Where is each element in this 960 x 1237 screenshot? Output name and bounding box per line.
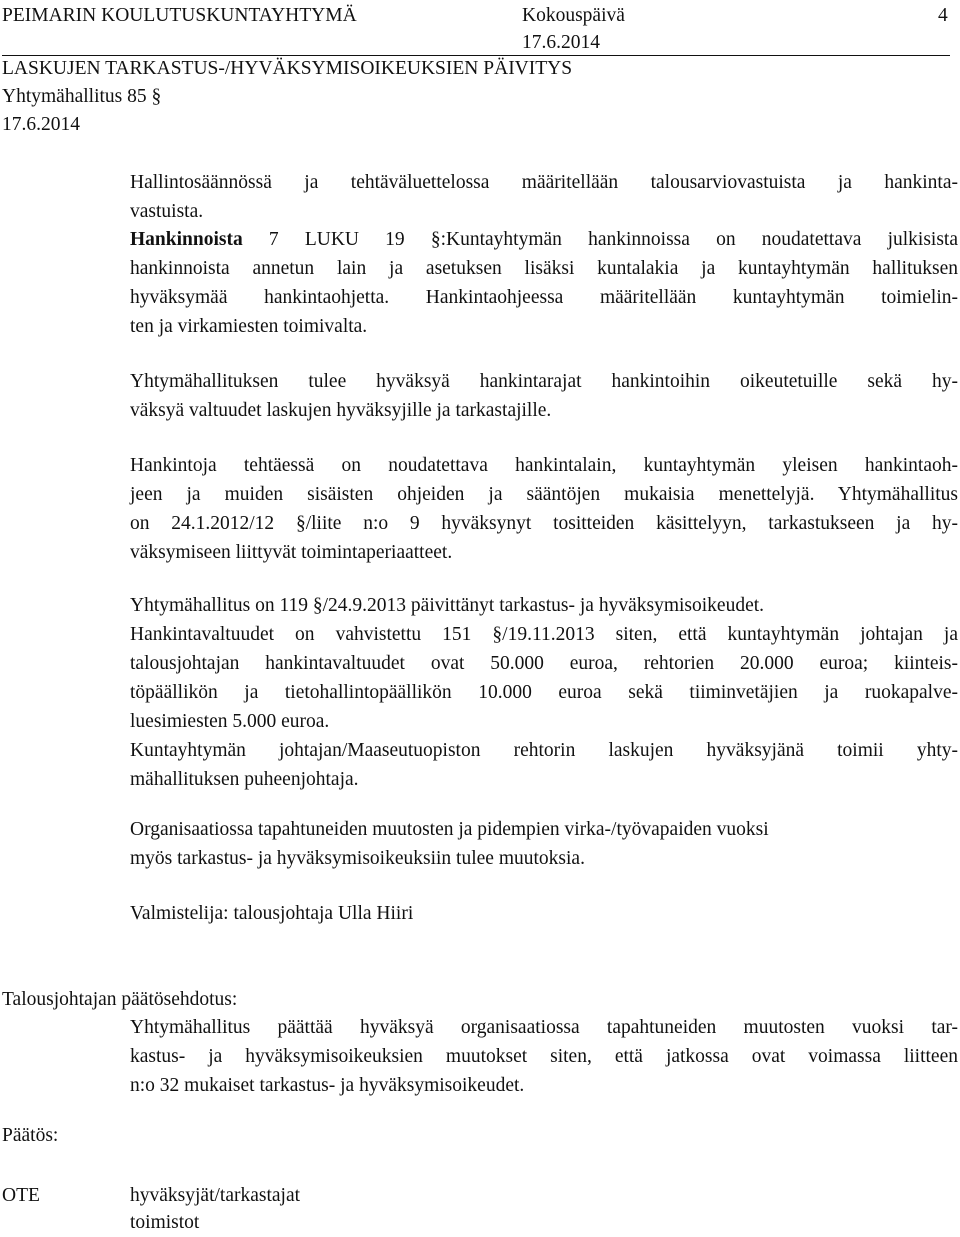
- preparer-text: Valmistelija: talousjohtaja Ulla Hiiri: [130, 903, 414, 924]
- text-line: väksymiseen liittyvät toimintaperiaatteet.: [130, 542, 453, 563]
- text-line: [130, 225, 958, 254]
- paragraph-6: [130, 815, 958, 873]
- text-line: hyväksymää hankintaohjetta. Hankintaohjeessa määritellään kuntayhtymän toimielin-: [130, 287, 958, 308]
- distribution-recipient: toimistot: [130, 1212, 200, 1233]
- paragraph-3: [130, 367, 958, 425]
- text-line: on 24.1.2012/12 §/liite n:o 9 hyväksynyt tositteiden käsittelyyn, tarkastukseen ja hy-: [130, 513, 958, 534]
- header-rule: [2, 55, 950, 56]
- meeting-date: 17.6.2014: [522, 32, 600, 53]
- text-fragment: 7 LUKU 19 §:Kuntayhtymän hankinnoissa on noudatettava julkisista: [242, 229, 958, 250]
- text-line: Yhtymähallitus on 119 §/24.9.2013 päivittänyt tarkastus- ja hyväksymisoikeudet.: [130, 595, 765, 616]
- section-date: 17.6.2014: [2, 114, 80, 135]
- text-line: Yhtymähallituksen tulee hyväksyä hankintarajat hankintoihin oikeutetuille sekä hy-: [130, 371, 958, 392]
- text-line: mähallituksen puheenjohtaja.: [130, 769, 359, 790]
- paragraph-5: [130, 591, 958, 794]
- text-line: Kuntayhtymän johtajan/Maaseutuopiston rehtorin laskujen hyväksyjänä toimii yhty-: [130, 740, 958, 761]
- text-line: väksyä valtuudet laskujen hyväksyjille ja tarkastajille.: [130, 400, 552, 421]
- header-org: PEIMARIN KOULUTUSKUNTAYHTYMÄ: [2, 5, 357, 26]
- text-line: hankinnoista annetun lain ja asetuksen lisäksi kuntalakia ja kuntayhtymän hallituksen: [130, 258, 958, 279]
- text-line: talousjohtajan hankintavaltuudet ovat 50.000 euroa, rehtorien 20.000 euroa; kiinteis-: [130, 653, 958, 674]
- text-line: Hankintavaltuudet on vahvistettu 151 §/19.11.2013 siten, että kuntayhtymän johtajan ja: [130, 624, 958, 645]
- text-line: kastus- ja hyväksymisoikeuksien muutokset siten, että jatkossa ovat voimassa liitteen: [130, 1046, 958, 1067]
- preparer: [130, 899, 958, 928]
- text-line: vastuista.: [130, 201, 204, 222]
- decision-label: Päätös:: [2, 1125, 59, 1146]
- text-line: Yhtymähallitus päättää hyväksyä organisaatiossa tapahtuneiden muutosten vuoksi tar-: [130, 1017, 958, 1038]
- paragraph-1: [130, 168, 958, 226]
- text-line: töpäällikön ja tietohallintopäällikön 10.000 euroa sekä tiiminvetäjien ja ruokapalve-: [130, 682, 958, 703]
- text-line: jeen ja muiden sisäisten ohjeiden ja sääntöjen mukaisia menettelyjä. Yhtymähallitus: [130, 484, 958, 505]
- distribution-code: OTE: [2, 1185, 40, 1206]
- text-line: ten ja virkamiesten toimivalta.: [130, 316, 368, 337]
- section-ref: Yhtymähallitus 85 §: [2, 86, 162, 107]
- meeting-date-label: Kokouspäivä: [522, 5, 625, 26]
- page-number: 4: [938, 5, 948, 26]
- text-line: myös tarkastus- ja hyväksymisoikeuksiin tulee muutoksia.: [130, 848, 585, 869]
- proposal-label: Talousjohtajan päätösehdotus:: [2, 989, 238, 1010]
- bold-term: Hankinnoista: [130, 229, 243, 250]
- text-line: luesimiesten 5.000 euroa.: [130, 711, 330, 732]
- distribution-recipient: hyväksyjät/tarkastajat: [130, 1185, 301, 1206]
- text-line: Hankintoja tehtäessä on noudatettava hankintalain, kuntayhtymän yleisen hankintaoh-: [130, 455, 958, 476]
- text-line: n:o 32 mukaiset tarkastus- ja hyväksymisoikeudet.: [130, 1075, 525, 1096]
- text-line: Organisaatiossa tapahtuneiden muutosten ja pidempien virka-/työvapaiden vuoksi: [130, 819, 769, 840]
- text-line: Hallintosäännössä ja tehtäväluettelossa määritellään talousarviovastuista ja hankinta-: [130, 172, 958, 193]
- paragraph-4: [130, 451, 958, 567]
- proposal-text: [130, 1013, 958, 1100]
- paragraph-2: [130, 225, 958, 341]
- subject-title: LASKUJEN TARKASTUS-/HYVÄKSYMISOIKEUKSIEN PÄIVITYS: [2, 58, 573, 79]
